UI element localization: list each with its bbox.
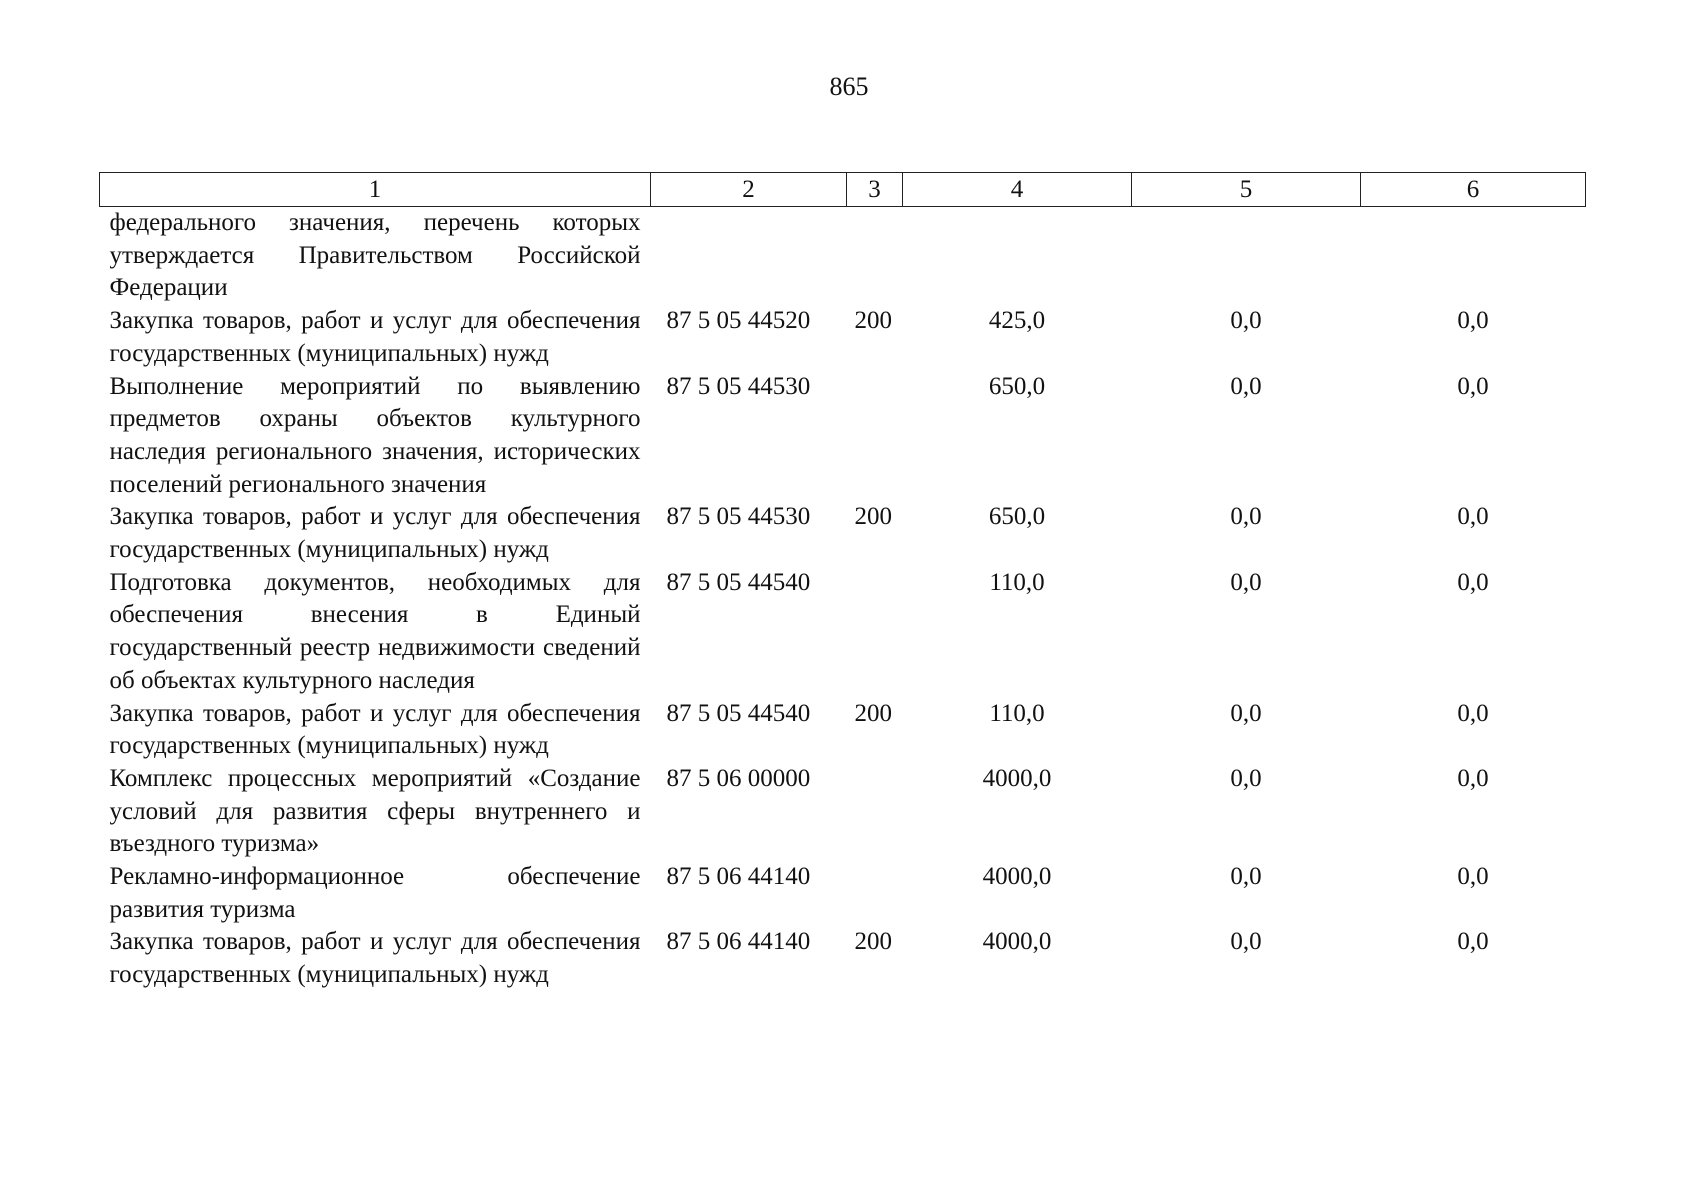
row-code: 87 5 06 44140 — [666, 928, 811, 956]
table-row — [100, 926, 1586, 991]
row-expense-type — [847, 207, 903, 306]
row-value-4: 4000,0 — [982, 863, 1052, 891]
row-name: Закупка товаров, работ и услуг для обеспечения государственных (муниципальных) нужд — [109, 699, 641, 760]
row-value-5: 0,0 — [1230, 764, 1262, 792]
row-value-4: 650,0 — [988, 503, 1046, 531]
column-header-6: 6 — [1361, 173, 1586, 207]
row-value-6: 0,0 — [1457, 568, 1489, 596]
page-number: 865 — [829, 72, 869, 101]
row-name: федерального значения, перечень которых утверждается Правительством Российской Федерации — [109, 209, 641, 302]
row-name: Рекламно-информационное обеспечение развития туризма — [109, 863, 641, 923]
budget-table — [99, 172, 1586, 992]
row-value-4: 4000,0 — [982, 764, 1052, 792]
row-name: Закупка товаров, работ и услуг для обеспечения государственных (муниципальных) нужд — [109, 307, 641, 367]
row-value-5: 0,0 — [1230, 568, 1262, 596]
row-expense-type: 200 — [854, 699, 892, 727]
column-header-5: 5 — [1132, 173, 1361, 207]
row-value-6: 0,0 — [1457, 764, 1489, 792]
row-value-6: 0,0 — [1457, 372, 1489, 400]
row-value-5: 0,0 — [1230, 699, 1262, 727]
row-code — [651, 207, 847, 306]
row-expense-type — [847, 861, 903, 926]
row-expense-type: 200 — [854, 503, 892, 531]
row-value-6: 0,0 — [1457, 928, 1489, 956]
row-value-6: 0,0 — [1457, 699, 1489, 727]
row-value-5: 0,0 — [1230, 503, 1262, 531]
header-row — [100, 173, 1586, 207]
column-header-4: 4 — [903, 173, 1132, 207]
row-value-5: 0,0 — [1230, 307, 1262, 335]
row-name: Комплекс процессных мероприятий «Создание условий для развития сферы внутреннего и въездного туризма» — [109, 764, 641, 858]
column-header-2: 2 — [651, 173, 847, 207]
column-header-3: 3 — [847, 173, 903, 207]
row-name: Подготовка документов, необходимых для обеспечения внесения в Единый государственный реестр недвижимости сведений об объектах культурного наследия — [109, 568, 641, 694]
row-expense-type: 200 — [854, 928, 892, 956]
row-name: Выполнение мероприятий по выявлению предметов охраны объектов культурного наследия регионального значения, исторических поселений регионального значения — [109, 372, 641, 498]
row-value-4: 4000,0 — [982, 928, 1052, 956]
table-row — [100, 567, 1586, 698]
row-value-4: 650,0 — [988, 372, 1046, 400]
table-row — [100, 698, 1586, 763]
row-value-6: 0,0 — [1457, 307, 1489, 335]
row-value-4: 425,0 — [988, 307, 1046, 335]
row-code: 87 5 05 44540 — [666, 699, 811, 727]
row-value-5: 0,0 — [1230, 928, 1262, 956]
row-name: Закупка товаров, работ и услуг для обеспечения государственных (муниципальных) нужд — [109, 503, 641, 564]
row-value-4: 110,0 — [989, 699, 1045, 727]
row-code: 87 5 05 44520 — [666, 307, 811, 335]
row-name: Закупка товаров, работ и услуг для обеспечения государственных (муниципальных) нужд — [109, 928, 641, 989]
row-code: 87 5 06 00000 — [666, 764, 811, 792]
row-value-6: 0,0 — [1457, 863, 1489, 891]
row-value-5: 0,0 — [1230, 863, 1262, 891]
row-value-6 — [1361, 207, 1586, 306]
table-row — [100, 207, 1586, 306]
row-code: 87 5 05 44530 — [666, 503, 811, 531]
column-header-1: 1 — [100, 173, 651, 207]
table-row — [100, 305, 1586, 370]
row-expense-type — [847, 371, 903, 502]
row-expense-type: 200 — [854, 307, 892, 335]
row-expense-type — [847, 567, 903, 698]
table-row — [100, 763, 1586, 861]
row-code: 87 5 05 44530 — [666, 372, 811, 400]
row-value-4 — [903, 207, 1132, 306]
row-value-5: 0,0 — [1230, 372, 1262, 400]
row-value-4: 110,0 — [989, 568, 1045, 596]
table-row — [100, 861, 1586, 926]
row-expense-type — [847, 763, 903, 861]
row-value-5 — [1132, 207, 1361, 306]
table-row — [100, 371, 1586, 502]
table-row — [100, 501, 1586, 566]
row-value-6: 0,0 — [1457, 503, 1489, 531]
row-code: 87 5 05 44540 — [666, 568, 811, 596]
row-code: 87 5 06 44140 — [666, 863, 811, 891]
